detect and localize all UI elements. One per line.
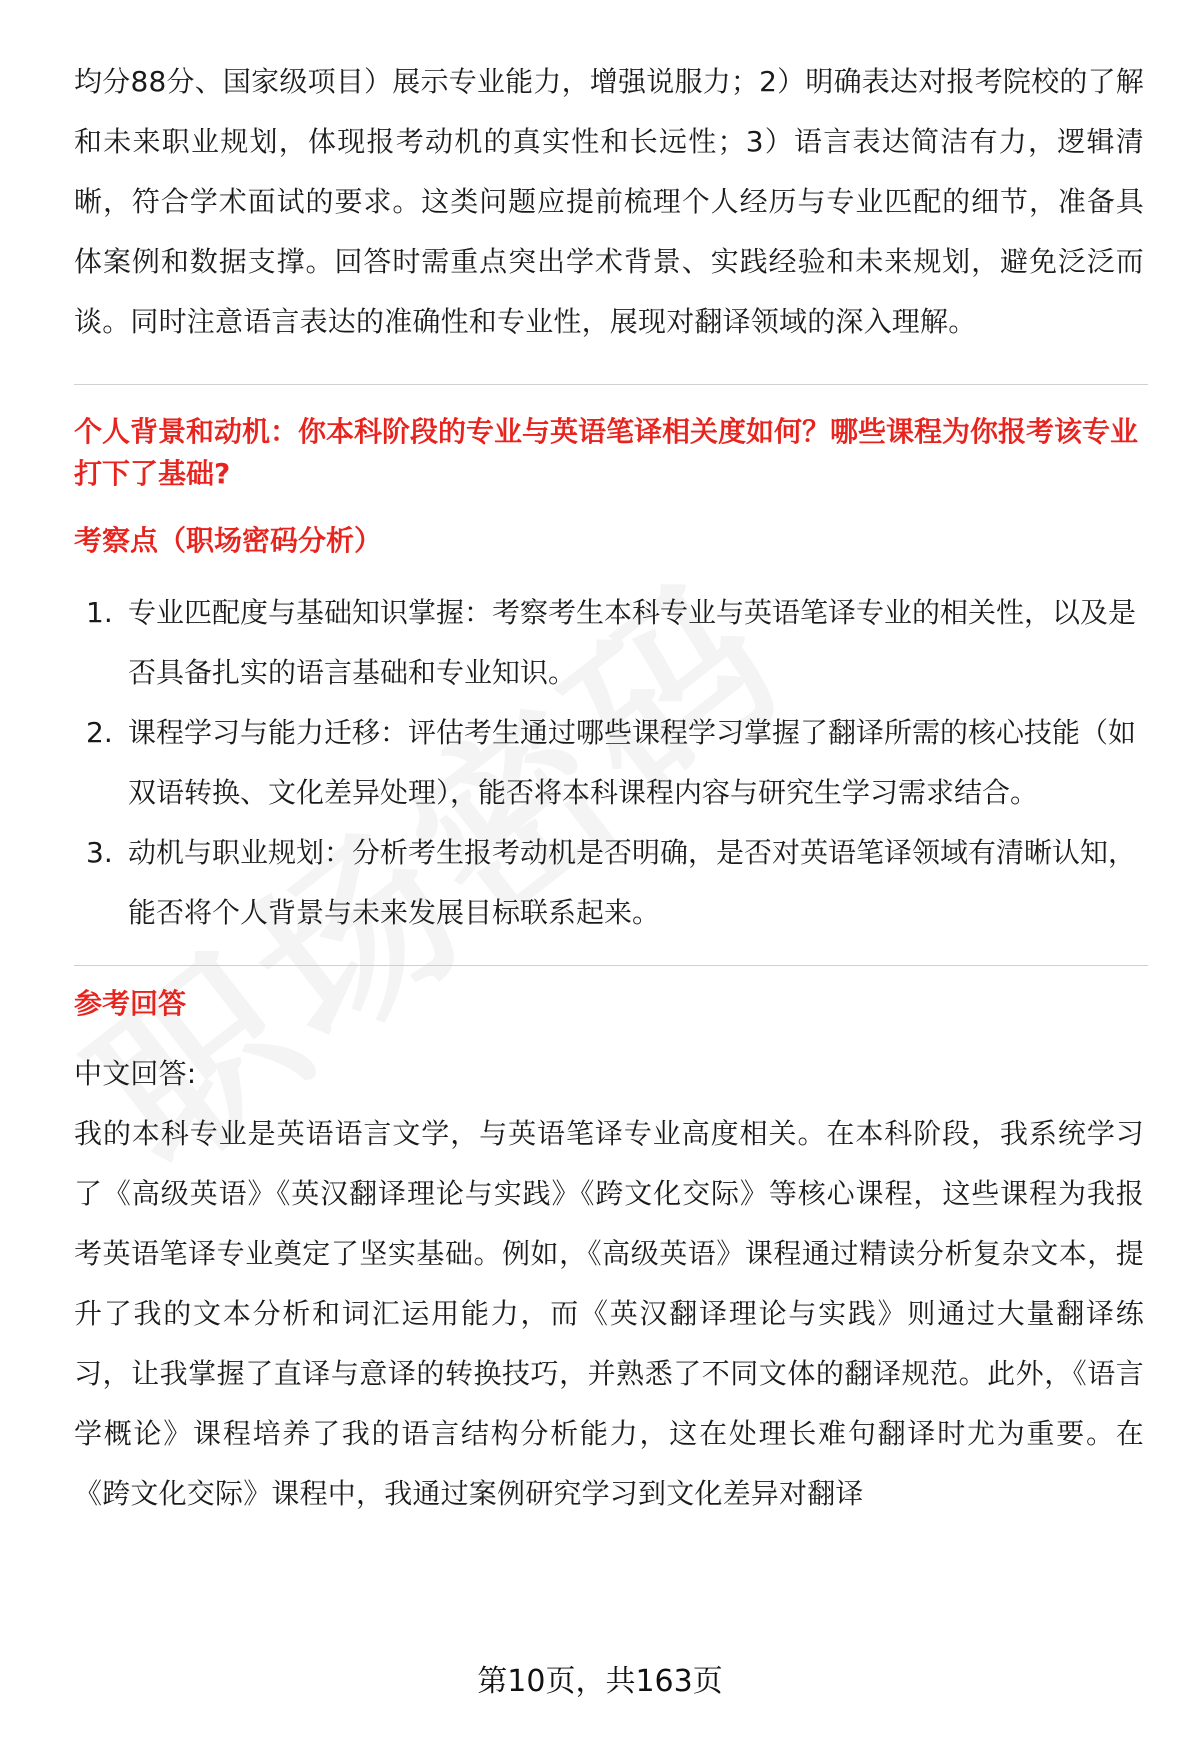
list-item-number: 3. — [86, 836, 113, 869]
section-divider — [74, 384, 1148, 385]
page-footer: 第10页，共163页 — [477, 1664, 723, 1699]
intro-paragraph: 均分88分、国家级项目）展示专业能力，增强说服力；2）明确表达对报考院校的了解和未来职业规划，体现报考动机的真实性和长远性；3）语言表达简洁有力，逻辑清晰，符合学术面试的要求。这类问题应提前梳理个人经历与专业匹配的细节，准备具体案例和数据支撑。回答时需重点突出学术背景、实践经验和未来规划，避免泛泛而谈。同时注意语言表达的准确性和专业性，展现对翻译领域的深入理解。 — [74, 65, 1144, 338]
answer-label: 中文回答: — [74, 1057, 197, 1090]
document-page — [74, 52, 1144, 1524]
answer-text: 我的本科专业是英语语言文学，与英语笔译专业高度相关。在本科阶段，我系统学习了《高级英语》《英汉翻译理论与实践》《跨文化交际》等核心课程，这些课程为我报考英语笔译专业奠定了坚实基础。例如，《高级英语》课程通过精读分析复杂文本，提升了我的文本分析和词汇运用能力，而《英汉翻译理论与实践》则通过大量翻译练习，让我掌握了直译与意译的转换技巧，并熟悉了不同文体的翻译规范。此外，《语言学概论》课程培养了我的语言结构分析能力，这在处理长难句翻译时尤为重要。在《跨文化交际》课程中，我通过案例研究学习到文化差异对翻译 — [74, 1117, 1144, 1510]
question-title: 个人背景和动机：你本科阶段的专业与英语笔译相关度如何？哪些课程为你报考该专业打下了基础? — [74, 415, 1139, 490]
reference-answer-heading: 参考回答 — [74, 987, 187, 1020]
list-item-text: 专业匹配度与基础知识掌握：考察考生本科专业与英语笔译专业的相关性，以及是否具备扎实的语言基础和专业知识。 — [128, 596, 1137, 689]
list-item-number: 2. — [86, 716, 113, 749]
exam-points-list — [74, 583, 1144, 943]
list-item — [74, 823, 1144, 943]
section-divider — [74, 965, 1148, 966]
list-item-text: 动机与职业规划：分析考生报考动机是否明确，是否对英语笔译领域有清晰认知，能否将个人背景与未来发展目标联系起来。 — [128, 836, 1137, 929]
list-item-number: 1. — [86, 596, 113, 629]
list-item-text: 课程学习与能力迁移：评估考生通过哪些课程学习掌握了翻译所需的核心技能（如双语转换、文化差异处理），能否将本科课程内容与研究生学习需求结合。 — [128, 716, 1137, 809]
list-item — [74, 583, 1144, 703]
list-item — [74, 703, 1144, 823]
exam-points-heading: 考察点（职场密码分析） — [74, 524, 383, 557]
